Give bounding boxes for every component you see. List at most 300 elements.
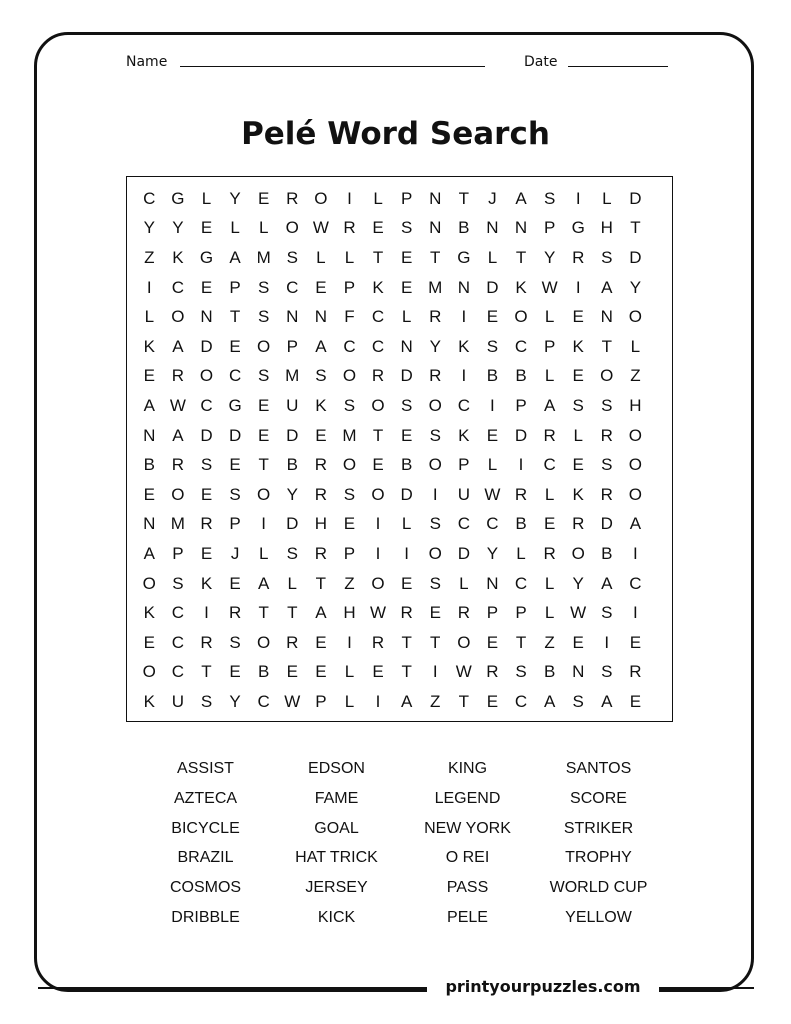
grid-cell[interactable]: A (143, 395, 155, 415)
grid-cell[interactable]: C (228, 366, 242, 386)
grid-cell[interactable]: S (343, 395, 356, 415)
grid-cell[interactable]: N (514, 218, 528, 238)
grid-cell[interactable]: K (372, 277, 384, 297)
grid-cell[interactable]: L (487, 247, 498, 267)
grid-cell[interactable]: Y (486, 543, 499, 563)
grid-cell[interactable]: E (229, 455, 241, 475)
grid-cell[interactable]: S (543, 188, 556, 208)
grid-cell[interactable]: R (371, 366, 385, 386)
grid-cell[interactable]: W (484, 484, 501, 504)
grid-cell[interactable]: N (429, 218, 442, 238)
grid-cell[interactable]: K (458, 425, 470, 445)
grid-cell[interactable]: T (601, 336, 612, 356)
grid-cell[interactable]: D (228, 425, 242, 445)
grid-cell[interactable]: Z (630, 366, 641, 386)
grid-cell[interactable]: C (371, 307, 385, 327)
grid-cell[interactable]: O (371, 573, 385, 593)
grid-cell[interactable]: B (543, 662, 556, 682)
grid-cell[interactable]: P (343, 277, 356, 297)
grid-cell[interactable]: O (628, 307, 642, 327)
grid-cell[interactable]: R (629, 662, 642, 682)
grid-cell[interactable]: W (570, 603, 587, 623)
grid-cell[interactable]: N (143, 425, 156, 445)
grid-cell[interactable]: S (286, 543, 298, 563)
grid-cell[interactable]: O (342, 366, 357, 386)
grid-cell[interactable]: M (170, 514, 185, 534)
grid-cell[interactable]: A (229, 247, 241, 267)
grid-cell[interactable]: O (257, 484, 271, 504)
grid-cell[interactable]: S (315, 366, 327, 386)
grid-cell[interactable]: R (514, 484, 528, 504)
grid-cell[interactable]: N (400, 336, 413, 356)
grid-cell[interactable]: E (229, 662, 241, 682)
grid-cell[interactable]: L (344, 662, 355, 682)
grid-cell[interactable]: O (285, 218, 299, 238)
grid-cell[interactable]: B (286, 455, 298, 475)
grid-cell[interactable]: O (571, 543, 585, 563)
grid-cell[interactable]: I (375, 543, 381, 563)
grid-cell[interactable]: E (400, 277, 413, 297)
grid-cell[interactable]: O (457, 632, 471, 652)
grid-cell[interactable]: U (457, 484, 470, 504)
grid-cell[interactable]: T (401, 662, 412, 682)
grid-cell[interactable]: E (143, 366, 155, 386)
grid-cell[interactable]: E (143, 484, 155, 504)
grid-cell[interactable]: C (371, 336, 385, 356)
grid-cell[interactable]: P (543, 336, 556, 356)
grid-cell[interactable]: Y (572, 573, 584, 593)
grid-cell[interactable]: T (458, 691, 470, 711)
grid-cell[interactable]: I (204, 603, 209, 623)
grid-cell[interactable]: R (314, 455, 327, 475)
grid-cell[interactable]: O (171, 307, 185, 327)
grid-cell[interactable]: G (199, 247, 214, 267)
grid-cell[interactable]: O (428, 395, 442, 415)
grid-cell[interactable]: Z (344, 573, 355, 593)
grid-cell[interactable]: R (400, 603, 413, 623)
grid-cell[interactable]: E (486, 691, 499, 711)
grid-cell[interactable]: S (258, 366, 270, 386)
grid-cell[interactable]: R (429, 366, 442, 386)
grid-cell[interactable]: P (286, 336, 298, 356)
grid-cell[interactable]: P (543, 218, 556, 238)
grid-cell[interactable]: L (401, 514, 412, 534)
grid-cell[interactable]: S (400, 218, 413, 238)
grid-cell[interactable]: I (633, 543, 638, 563)
grid-cell[interactable]: I (461, 307, 467, 327)
grid-cell[interactable]: L (373, 188, 383, 208)
grid-cell[interactable]: W (455, 662, 472, 682)
grid-cell[interactable]: F (344, 307, 355, 327)
grid-cell[interactable]: O (199, 366, 214, 386)
grid-cell[interactable]: C (629, 573, 642, 593)
grid-cell[interactable]: K (172, 247, 184, 267)
grid-cell[interactable]: T (430, 247, 441, 267)
grid-cell[interactable]: L (487, 455, 498, 475)
grid-cell[interactable]: B (515, 366, 527, 386)
grid-cell[interactable]: P (400, 188, 413, 208)
grid-cell[interactable]: C (543, 455, 556, 475)
grid-cell[interactable]: P (515, 395, 527, 415)
grid-cell[interactable]: D (286, 514, 299, 534)
grid-cell[interactable]: L (602, 188, 612, 208)
grid-cell[interactable]: G (171, 188, 185, 208)
grid-cell[interactable]: L (544, 573, 555, 593)
grid-cell[interactable]: E (400, 573, 413, 593)
grid-cell[interactable]: L (630, 336, 641, 356)
grid-cell[interactable]: E (372, 662, 384, 682)
grid-cell[interactable]: E (400, 425, 413, 445)
grid-cell[interactable]: S (343, 484, 356, 504)
grid-cell[interactable]: I (432, 484, 438, 504)
grid-cell[interactable]: L (258, 218, 269, 238)
grid-cell[interactable]: S (258, 307, 270, 327)
grid-cell[interactable]: E (629, 632, 642, 652)
grid-cell[interactable]: S (229, 632, 241, 652)
grid-cell[interactable]: R (371, 632, 385, 652)
grid-cell[interactable]: W (169, 395, 186, 415)
grid-cell[interactable]: W (370, 603, 387, 623)
grid-cell[interactable]: K (572, 484, 584, 504)
grid-cell[interactable]: E (315, 277, 327, 297)
grid-cell[interactable]: I (375, 691, 381, 711)
grid-cell[interactable]: O (371, 484, 385, 504)
grid-cell[interactable]: D (200, 336, 213, 356)
grid-cell[interactable]: E (572, 307, 584, 327)
grid-cell[interactable]: M (428, 277, 443, 297)
grid-cell[interactable]: O (142, 573, 156, 593)
grid-cell[interactable]: K (515, 277, 527, 297)
grid-cell[interactable]: C (514, 691, 528, 711)
grid-cell[interactable]: C (257, 691, 270, 711)
grid-cell[interactable]: E (486, 307, 499, 327)
grid-cell[interactable]: Y (629, 277, 642, 297)
grid-cell[interactable]: P (486, 603, 499, 623)
grid-cell[interactable]: G (571, 218, 585, 238)
grid-cell[interactable]: T (315, 573, 327, 593)
grid-cell[interactable]: B (486, 366, 499, 386)
grid-cell[interactable]: P (515, 603, 527, 623)
grid-cell[interactable]: D (457, 543, 470, 563)
grid-cell[interactable]: R (200, 632, 213, 652)
grid-cell[interactable]: R (429, 307, 442, 327)
grid-cell[interactable]: T (258, 603, 269, 623)
grid-cell[interactable]: C (457, 395, 470, 415)
grid-cell[interactable]: E (258, 425, 270, 445)
grid-cell[interactable]: R (486, 662, 499, 682)
grid-cell[interactable]: C (171, 632, 185, 652)
grid-cell[interactable]: L (573, 425, 583, 445)
grid-cell[interactable]: L (230, 218, 240, 238)
grid-cell[interactable]: D (200, 425, 213, 445)
grid-cell[interactable]: N (200, 307, 213, 327)
grid-cell[interactable]: M (342, 425, 357, 445)
grid-cell[interactable]: E (258, 395, 270, 415)
grid-cell[interactable]: T (515, 632, 527, 652)
grid-cell[interactable]: E (200, 484, 213, 504)
grid-cell[interactable]: Y (229, 188, 241, 208)
grid-cell[interactable]: A (543, 691, 556, 711)
grid-cell[interactable]: D (486, 277, 499, 297)
grid-cell[interactable]: S (601, 247, 613, 267)
grid-cell[interactable]: S (286, 247, 298, 267)
grid-cell[interactable]: C (343, 336, 356, 356)
grid-cell[interactable]: Z (144, 247, 155, 267)
grid-cell[interactable]: O (628, 484, 642, 504)
grid-cell[interactable]: P (172, 543, 184, 563)
grid-cell[interactable]: H (314, 514, 327, 534)
grid-cell[interactable]: I (490, 395, 495, 415)
grid-cell[interactable]: Y (143, 218, 155, 238)
grid-cell[interactable]: P (343, 543, 356, 563)
grid-cell[interactable]: T (229, 307, 241, 327)
grid-cell[interactable]: R (286, 632, 299, 652)
grid-cell[interactable]: H (600, 218, 613, 238)
grid-cell[interactable]: K (143, 603, 155, 623)
grid-cell[interactable]: A (629, 514, 642, 534)
grid-cell[interactable]: L (144, 307, 155, 327)
grid-cell[interactable]: A (258, 573, 270, 593)
grid-cell[interactable]: D (514, 425, 528, 445)
grid-cell[interactable]: R (600, 425, 613, 445)
grid-cell[interactable]: L (459, 573, 469, 593)
grid-cell[interactable]: A (601, 277, 613, 297)
grid-cell[interactable]: T (458, 188, 470, 208)
grid-cell[interactable]: O (142, 662, 156, 682)
grid-cell[interactable]: J (488, 188, 497, 208)
grid-cell[interactable]: E (372, 218, 384, 238)
grid-cell[interactable]: B (515, 514, 527, 534)
grid-cell[interactable]: R (543, 543, 556, 563)
grid-cell[interactable]: R (171, 455, 185, 475)
grid-cell[interactable]: D (629, 188, 642, 208)
grid-cell[interactable]: E (315, 632, 327, 652)
grid-cell[interactable]: I (261, 514, 267, 534)
grid-cell[interactable]: S (572, 691, 584, 711)
grid-cell[interactable]: N (572, 662, 585, 682)
grid-cell[interactable]: S (429, 425, 441, 445)
grid-cell[interactable]: A (315, 603, 327, 623)
grid-cell[interactable]: K (315, 395, 327, 415)
grid-cell[interactable]: I (604, 632, 610, 652)
grid-cell[interactable]: E (372, 455, 384, 475)
grid-cell[interactable]: A (400, 691, 413, 711)
grid-cell[interactable]: W (541, 277, 558, 297)
grid-cell[interactable]: S (429, 514, 441, 534)
grid-cell[interactable]: E (543, 514, 556, 534)
grid-cell[interactable]: S (601, 603, 613, 623)
grid-cell[interactable]: G (228, 395, 242, 415)
grid-cell[interactable]: R (171, 366, 185, 386)
grid-cell[interactable]: S (200, 691, 213, 711)
grid-cell[interactable]: B (400, 455, 413, 475)
grid-cell[interactable]: E (315, 425, 327, 445)
grid-cell[interactable]: Y (429, 336, 441, 356)
grid-cell[interactable]: R (343, 218, 356, 238)
grid-cell[interactable]: R (572, 247, 585, 267)
grid-cell[interactable]: E (343, 514, 356, 534)
grid-cell[interactable]: A (315, 336, 327, 356)
grid-cell[interactable]: U (286, 395, 299, 415)
grid-cell[interactable]: N (286, 307, 299, 327)
grid-cell[interactable]: S (429, 573, 441, 593)
grid-cell[interactable]: Y (172, 218, 184, 238)
grid-cell[interactable]: S (400, 395, 413, 415)
grid-cell[interactable]: R (200, 514, 213, 534)
grid-cell[interactable]: I (146, 277, 152, 297)
grid-cell[interactable]: A (601, 573, 613, 593)
grid-cell[interactable]: L (287, 573, 297, 593)
grid-cell[interactable]: L (316, 247, 326, 267)
grid-cell[interactable]: E (572, 366, 584, 386)
grid-cell[interactable]: Z (430, 691, 441, 711)
grid-cell[interactable]: K (572, 336, 584, 356)
grid-cell[interactable]: P (315, 691, 327, 711)
grid-cell[interactable]: O (171, 484, 185, 504)
grid-cell[interactable]: C (514, 336, 528, 356)
grid-cell[interactable]: S (601, 455, 613, 475)
grid-cell[interactable]: E (286, 662, 298, 682)
grid-cell[interactable]: E (143, 632, 155, 652)
grid-cell[interactable]: S (200, 455, 213, 475)
grid-cell[interactable]: L (544, 484, 555, 504)
grid-cell[interactable]: S (258, 277, 270, 297)
grid-cell[interactable]: T (430, 632, 441, 652)
grid-cell[interactable]: D (286, 425, 299, 445)
grid-cell[interactable]: P (458, 455, 470, 475)
grid-cell[interactable]: N (314, 307, 327, 327)
grid-cell[interactable]: O (628, 425, 642, 445)
grid-cell[interactable]: P (229, 514, 241, 534)
grid-cell[interactable]: E (629, 691, 642, 711)
grid-cell[interactable]: D (400, 366, 413, 386)
grid-cell[interactable]: B (601, 543, 613, 563)
grid-cell[interactable]: I (461, 366, 467, 386)
grid-cell[interactable]: A (543, 395, 556, 415)
grid-cell[interactable]: L (344, 691, 355, 711)
grid-cell[interactable]: O (342, 455, 357, 475)
grid-cell[interactable]: M (285, 366, 300, 386)
grid-cell[interactable]: H (343, 603, 356, 623)
grid-cell[interactable]: E (572, 632, 584, 652)
grid-cell[interactable]: G (457, 247, 471, 267)
grid-cell[interactable]: P (229, 277, 241, 297)
grid-cell[interactable]: L (544, 307, 555, 327)
grid-cell[interactable]: N (486, 573, 499, 593)
grid-cell[interactable]: O (314, 188, 328, 208)
grid-cell[interactable]: C (171, 662, 185, 682)
grid-cell[interactable]: I (575, 277, 581, 297)
grid-cell[interactable]: R (286, 188, 299, 208)
grid-cell[interactable]: A (601, 691, 613, 711)
grid-cell[interactable]: R (314, 543, 327, 563)
grid-cell[interactable]: L (401, 307, 412, 327)
grid-cell[interactable]: E (486, 425, 499, 445)
grid-cell[interactable]: L (544, 603, 555, 623)
grid-cell[interactable]: Y (286, 484, 298, 504)
grid-cell[interactable]: A (172, 425, 184, 445)
grid-cell[interactable]: D (629, 247, 642, 267)
grid-cell[interactable]: O (428, 543, 442, 563)
grid-cell[interactable]: R (314, 484, 327, 504)
grid-cell[interactable]: S (229, 484, 241, 504)
grid-cell[interactable]: K (143, 691, 155, 711)
grid-cell[interactable]: N (600, 307, 613, 327)
grid-cell[interactable]: E (229, 336, 241, 356)
grid-cell[interactable]: W (312, 218, 329, 238)
grid-cell[interactable]: C (486, 514, 499, 534)
grid-cell[interactable]: J (230, 543, 240, 563)
grid-cell[interactable]: E (229, 573, 241, 593)
name-input-line[interactable] (180, 66, 485, 67)
grid-cell[interactable]: N (429, 188, 442, 208)
grid-cell[interactable]: R (228, 603, 242, 623)
grid-cell[interactable]: E (400, 247, 413, 267)
grid-cell[interactable]: A (172, 336, 184, 356)
grid-cell[interactable]: N (143, 514, 156, 534)
grid-cell[interactable]: Y (229, 691, 241, 711)
grid-cell[interactable]: S (515, 662, 527, 682)
grid-cell[interactable]: D (400, 484, 413, 504)
grid-cell[interactable]: C (171, 277, 185, 297)
grid-cell[interactable]: O (257, 336, 271, 356)
grid-cell[interactable]: I (375, 514, 381, 534)
grid-cell[interactable]: L (258, 543, 269, 563)
grid-cell[interactable]: R (600, 484, 613, 504)
grid-cell[interactable]: O (371, 395, 385, 415)
grid-cell[interactable]: T (515, 247, 527, 267)
grid-cell[interactable]: E (315, 662, 327, 682)
grid-cell[interactable]: E (200, 277, 213, 297)
grid-cell[interactable]: R (543, 425, 556, 445)
grid-cell[interactable]: T (287, 603, 298, 623)
grid-cell[interactable]: U (171, 691, 185, 711)
grid-cell[interactable]: E (258, 188, 270, 208)
grid-cell[interactable]: K (200, 573, 213, 593)
grid-cell[interactable]: T (258, 455, 269, 475)
grid-cell[interactable]: C (457, 514, 470, 534)
grid-cell[interactable]: A (143, 543, 155, 563)
grid-cell[interactable]: Y (543, 247, 556, 267)
grid-cell[interactable]: H (629, 395, 642, 415)
grid-cell[interactable]: R (572, 514, 585, 534)
grid-cell[interactable]: D (600, 514, 613, 534)
grid-cell[interactable]: E (486, 632, 499, 652)
grid-cell[interactable]: K (143, 336, 155, 356)
grid-cell[interactable]: O (600, 366, 614, 386)
grid-cell[interactable]: I (633, 603, 638, 623)
grid-cell[interactable]: L (344, 247, 355, 267)
grid-cell[interactable]: B (458, 218, 470, 238)
grid-cell[interactable]: O (428, 455, 442, 475)
grid-cell[interactable]: T (401, 632, 412, 652)
grid-cell[interactable]: T (372, 425, 384, 445)
grid-cell[interactable]: W (284, 691, 301, 711)
grid-cell[interactable]: N (486, 218, 499, 238)
grid-cell[interactable]: O (514, 307, 528, 327)
grid-cell[interactable]: S (172, 573, 184, 593)
grid-cell[interactable]: K (458, 336, 470, 356)
grid-cell[interactable]: I (347, 188, 352, 208)
grid-cell[interactable]: B (258, 662, 270, 682)
grid-cell[interactable]: L (516, 543, 526, 563)
grid-cell[interactable]: O (257, 632, 271, 652)
grid-cell[interactable]: S (486, 336, 499, 356)
grid-cell[interactable]: C (143, 188, 156, 208)
grid-cell[interactable]: I (404, 543, 409, 563)
grid-cell[interactable]: E (200, 218, 213, 238)
grid-cell[interactable]: T (630, 218, 641, 238)
